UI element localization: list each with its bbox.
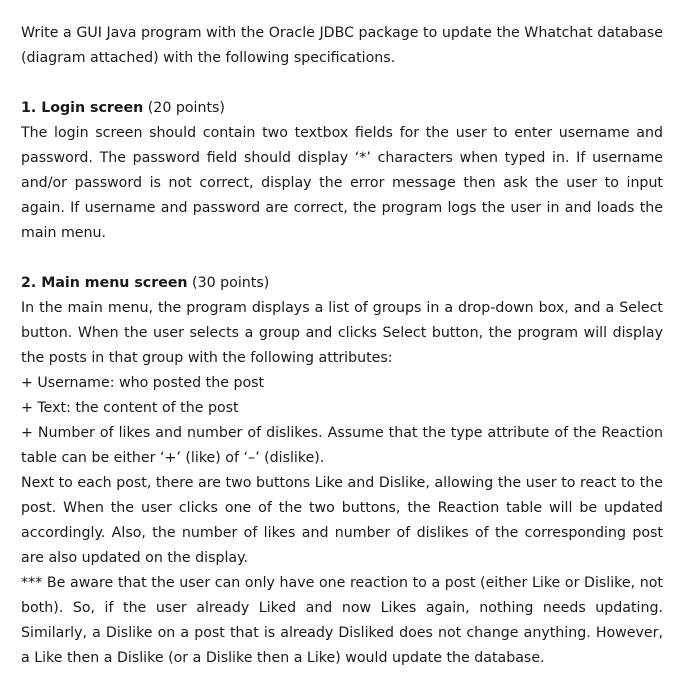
attribute-username: + Username: who posted the post (21, 375, 265, 391)
spacer (21, 246, 663, 271)
attribute-likes: + Number of likes and number of dislikes. Assume that the type attribute of the Reaction table can be either ‘+’ (like) of ‘–’ (dislike). (21, 425, 663, 466)
section-2-heading (21, 271, 663, 296)
section-2-body: In the main menu, the program displays a list of groups in a drop-down box, and a Select button. When the user selects a group and clicks Select button, the program will display the posts in that group with the following attributes: (21, 300, 663, 366)
section-1-title: 1. Login screen (21, 100, 144, 116)
section-1-points: (20 points) (143, 100, 225, 116)
note-paragraph: *** Be aware that the user can only have one reaction to a post (either Like or Dislike, not both). So, if the user already Liked and now Likes again, nothing needs updating. Similarly, a Dislike on a post that is already Disliked does not change anything. However, a Like then a Dislike (or a Dislike then a Like) would update the database. (21, 575, 663, 666)
section-2-title: 2. Main menu screen (21, 275, 188, 291)
document-body (21, 21, 663, 671)
section-1-heading (21, 96, 663, 121)
buttons-paragraph: Next to each post, there are two buttons Like and Dislike, allowing the user to react to the post. When the user clicks one of the two buttons, the Reaction table will be updated accordingly. Also, the number of likes and number of dislikes of the corresponding post are also updated on the display. (21, 475, 663, 566)
attribute-text: + Text: the content of the post (21, 400, 239, 416)
spacer (21, 71, 663, 96)
section-1-body: The login screen should contain two textbox fields for the user to enter username and password. The password field should display ‘*’ characters when typed in. If username and/or password is not correct, display the error message then ask the user to input again. If username and password are correct, the program logs the user in and loads the main menu. (21, 125, 663, 241)
section-2-points: (30 points) (187, 275, 270, 291)
intro-paragraph: Write a GUI Java program with the Oracle JDBC package to update the Whatchat database (diagram attached) with the following specifications. (21, 25, 663, 66)
